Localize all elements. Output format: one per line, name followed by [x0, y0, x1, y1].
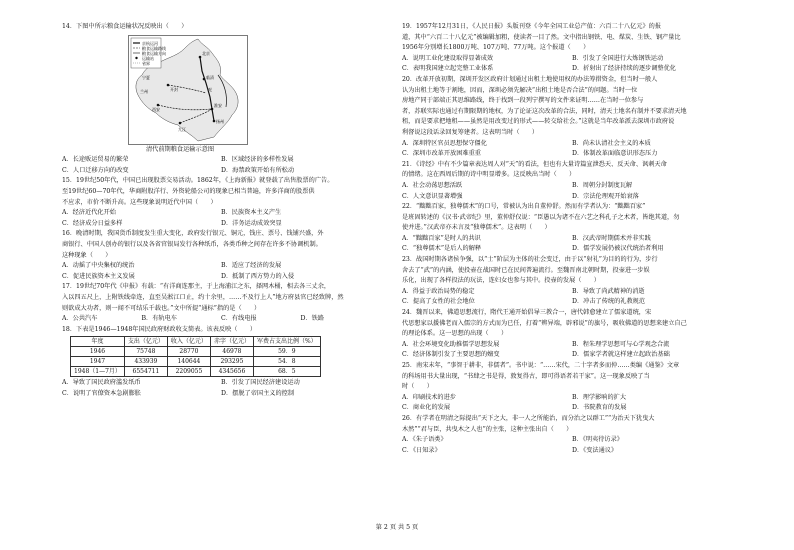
- question-25: [402, 361, 742, 414]
- option-d[interactable]: D．抵制了西方势力的入侵: [221, 272, 295, 280]
- question-stem: 道，其中“六百二十八亿元”被编辑加粗，使读者一目了然。文中指出钢铁、电、煤炭、生铁、钢产量比: [402, 33, 681, 41]
- table-cell: 4345656: [210, 367, 253, 377]
- options-row: [402, 435, 742, 446]
- option-c[interactable]: C．人口迁移方向的改变: [62, 166, 129, 174]
- question-stem: 18．下表是1946—1948年国民政府财政收支简表。该表反映（ ）: [62, 325, 257, 333]
- place-label: 扬州: [216, 118, 224, 124]
- legend-label: 粮食运输路线: [142, 45, 166, 51]
- option-d[interactable]: D．冲击了传统的礼教规范: [572, 298, 646, 306]
- map-caption: 清代前期粮食运输示意图: [146, 145, 215, 153]
- option-d[interactable]: D．摆脱了帝国主义的控制: [221, 389, 295, 397]
- table-header: 收入（亿元）: [167, 337, 210, 347]
- question-16: [62, 229, 380, 282]
- options-row: [402, 181, 742, 192]
- legend-label: 运输站: [142, 55, 154, 61]
- option-c[interactable]: C．促进民族资本主义发展: [62, 272, 135, 280]
- option-b[interactable]: B．理学影响的扩大: [572, 393, 627, 401]
- question-23: [402, 255, 742, 308]
- question-stem: 乐化，出现了各样投法的玩法，连妇女也参与其中。投壶的发展（ ）: [402, 277, 600, 285]
- options-row: [402, 340, 742, 351]
- option-a[interactable]: A．长途贩运贸易的繁荣: [62, 156, 129, 164]
- option-c[interactable]: C．经济体制引发了主要思想的嬗变: [402, 351, 500, 359]
- question-stem: 24．魏晋以来，佛道思想流行，隋代王通开始倡导三教合一，唐代韩愈建立了儒家道统，宋: [402, 309, 652, 317]
- table-cell: 140644: [167, 357, 210, 367]
- option-a[interactable]: A．印刷技术的进步: [402, 393, 456, 401]
- option-d[interactable]: D．《变法通议》: [572, 446, 618, 454]
- options-row: [62, 166, 380, 177]
- table-cell: 68．5: [253, 367, 320, 377]
- table-cell: 1948（1—7月）: [71, 367, 125, 377]
- page-footer: 第 2 页 共 5 页: [375, 524, 419, 531]
- place-label: 临清: [206, 74, 214, 80]
- question-stem: 至19世纪60—70年代，华商附股洋行、外资轮船公司的现象已相当普遍，许多洋商的股票供: [62, 187, 315, 195]
- question-stem: 19．1957年12月31日，《人民日报》头版刊登《今年全国工业总产值：六百二十八亿元》的报: [402, 23, 662, 30]
- question-14: [62, 22, 380, 176]
- option-d[interactable]: D．宗法伦理观开始衰落: [572, 192, 639, 200]
- option-b[interactable]: B．汉武帝时期儒术并非实践: [572, 234, 651, 242]
- table-cell: 6554711: [124, 367, 167, 377]
- place-label: 淮安: [214, 102, 222, 108]
- option-c[interactable]: C．《日知录》: [402, 446, 441, 454]
- option-b[interactable]: B．程朱理学思想可与心学观念合流: [572, 340, 670, 348]
- option-d[interactable]: D．儒学发展仍被汉代统治者利用: [572, 245, 664, 253]
- options-row: [402, 54, 742, 65]
- question-stem: 26．有学者在明清之际提出“天下之大，非一人之所能治，而分治之以群工”“为治天下犹曳大: [402, 414, 655, 422]
- question-24: [402, 308, 742, 361]
- table-cell: 59．9: [253, 347, 320, 357]
- table-header: 赤字（亿元）: [210, 337, 253, 347]
- question-stem: 的理论体系。这一思想的出现（ ）: [402, 330, 508, 338]
- question-stem: 则欲成大功者，则一闻不可结乐千载也。”文中所提“通标”指的是（ ）: [62, 304, 261, 312]
- question-stem: 木然”“君与臣，共曳木之人也”的主张，这种主张出自（ ）: [402, 425, 573, 433]
- question-stem: 的情绪。这在西周后期的诗中明显增多。这反映出当时（ ）: [402, 171, 576, 179]
- question-stem: 这种现象（ ）: [62, 251, 112, 259]
- place-label: 开封: [170, 86, 178, 92]
- options-row: [402, 350, 742, 361]
- option-b[interactable]: B．引发了全国进行大炼钢铁运动: [572, 54, 664, 62]
- question-stem: 的科场用书大量出现，“书肆之书是得，敦复得古，即可得语者若干家”。这一现象反映了当: [402, 372, 650, 380]
- question-26: [402, 414, 742, 456]
- options-row: [62, 272, 380, 283]
- option-c[interactable]: C．深圳市改革开放困难重重: [402, 150, 481, 158]
- grain-transport-map: [128, 35, 248, 145]
- options-row: [402, 192, 742, 203]
- question-stem: 23．战国时期各诸侯争强，以“士”阶层为主体的社会变迁，由于以“射礼”为目的的行为，步行: [402, 256, 658, 264]
- question-stem: 15．19世纪50年代，中国已出现股票交易活动。1862年，《上海新报》就登载了出售股票的广告。: [62, 177, 334, 185]
- options-row: [402, 297, 742, 308]
- options-row: [62, 389, 380, 400]
- place-label: 西安: [152, 106, 160, 112]
- question-stem: 1956年分别增长1800万吨、107万吨、77万吨。这个报道（ ）: [402, 44, 590, 52]
- question-stem: 17．19世纪70年代《申报》有载：“有洋商连那主，于上海浦江之东，择网木桶，相去各三丈余，: [62, 283, 331, 291]
- question-stem: 22．“黜黜百家，独尊儒术”的口号，常被认为出自董仲舒。然而有学者认为：“黜黜百家”: [402, 203, 646, 211]
- option-d[interactable]: D．海禁政策开始有所松动: [221, 166, 295, 174]
- option-a[interactable]: A．经济近代化开始: [62, 209, 116, 217]
- option-a[interactable]: A．说明工业化建设取得显著成效: [402, 54, 494, 62]
- option-d[interactable]: D．书院教育的发展: [572, 404, 627, 412]
- options-row: [402, 287, 742, 298]
- options-row: [402, 64, 742, 75]
- option-b[interactable]: B．周朝分封制度瓦解: [572, 181, 633, 189]
- option-c[interactable]: C．商业化的发展: [402, 404, 451, 412]
- option-d[interactable]: D．儒家学者就这样建立起政治基础: [572, 351, 670, 359]
- question-22: [402, 202, 742, 255]
- question-20: [402, 75, 742, 160]
- legend-label: 省界: [142, 60, 150, 66]
- option-c[interactable]: C．人文意识显著增强: [402, 192, 463, 200]
- option-b[interactable]: B．有轨电车: [141, 315, 177, 323]
- map-figure: [128, 35, 248, 145]
- option-a[interactable]: A．《朱子语类》: [402, 436, 447, 444]
- options-row: [62, 378, 380, 389]
- question-stem: 利督说这段话录回复筹建者。这表明当时（ ）: [402, 128, 539, 136]
- options-row: [62, 219, 380, 230]
- option-c[interactable]: C．经济成分日益多样: [62, 219, 123, 227]
- question-stem: 房地产同于部端正其思维路线，终于找到一段列宁撰写的文件来证明……在当时一位参与: [402, 97, 644, 105]
- question-stem: 入以四五尺上，上附铁线牵连，直至吴淞江口止，约十余里，……不及行上人”地方府县官已经致牌，然: [62, 293, 344, 301]
- option-a[interactable]: A．动摇了中央集权的统治: [62, 262, 135, 270]
- option-a[interactable]: A．“黜黜百家”是时人的共识: [402, 234, 481, 242]
- question-stem: 不应求，市价不断升高。这些现象说明近代中国（ ）: [62, 198, 217, 206]
- option-b[interactable]: B．适应了经济的发展: [221, 262, 282, 270]
- option-c[interactable]: C．有线电报: [221, 315, 257, 323]
- question-stem: 是班固转述的《汉书·武帝纪》里，董仲舒仅说：“臣愚以为诸不在六艺之科孔子之术者，皆绝其道，勿: [402, 213, 680, 221]
- option-c[interactable]: C．说明了官僚资本急剧膨胀: [62, 389, 141, 397]
- table-header: 支出（亿元）: [124, 337, 167, 347]
- table-cell: 46978: [210, 347, 253, 357]
- options-row: [402, 244, 742, 255]
- option-b[interactable]: B．区域经济的多样性发展: [221, 156, 294, 164]
- option-c[interactable]: C．提高了女性的社会地位: [402, 298, 475, 306]
- options-row: [402, 139, 742, 150]
- table-cell: 293295: [210, 357, 253, 367]
- question-17: [62, 282, 380, 324]
- question-15: [62, 176, 380, 229]
- options-row: [402, 393, 742, 404]
- question-19: [402, 22, 742, 75]
- table-header: 年度: [71, 337, 125, 347]
- question-stem: 商银行、中国人创办的银行以及各省官银局发行各种纸币，各类币种之间存在许多不协调机制。: [62, 240, 322, 248]
- table-cell: 433939: [124, 357, 167, 367]
- option-b[interactable]: B．尚未认清社会主义的本质: [572, 139, 651, 147]
- option-a[interactable]: A．社会动荡思想活跃: [402, 181, 463, 189]
- place-label: 九江: [178, 126, 186, 132]
- left-column: [62, 22, 380, 399]
- question-stem: 14．下图中所示粮食运输状况反映出（ ）: [62, 23, 188, 30]
- option-b[interactable]: B．引发了国民经济建设运动: [221, 379, 300, 387]
- options-row: [402, 446, 742, 457]
- question-21: [402, 160, 742, 202]
- table-cell: 54．8: [253, 357, 320, 367]
- option-c[interactable]: C．表明我国建立起完整工业体系: [402, 65, 494, 73]
- question-stem: 25．南宋末年，“事智于耕非，非儒者”。书中说：“……宋代，二十字者多而仲……类编《通鉴》文章: [402, 362, 680, 369]
- table-row: [71, 357, 321, 367]
- table-cell: 2209055: [167, 367, 210, 377]
- options-row: [62, 261, 380, 272]
- options-row: [62, 208, 380, 219]
- question-stem: 代思想家以援佛老而入儒宗的方式而为已任，打着“辨异端，辟邪说”的旗号，吸收佛道的思想来建立自己: [402, 319, 687, 327]
- place-label: 兰州: [140, 88, 148, 94]
- table-row: [71, 367, 321, 377]
- table-cell: 1947: [71, 357, 125, 367]
- option-d[interactable]: D．折射出了经济持续的逐步调整优化: [572, 65, 676, 73]
- place-label: 北京: [202, 50, 210, 56]
- option-c[interactable]: C．“独尊儒术”是后人的解释: [402, 245, 482, 253]
- table-header-row: [71, 337, 321, 347]
- option-a[interactable]: A．深圳特区官员思想保守僵化: [402, 139, 487, 147]
- table-cell: 28770: [167, 347, 210, 357]
- question-stem: 租，而是要求把地租——虽然是用改变过的形式——转交给社会。”这就是当年改革派去深圳市政府说: [402, 118, 675, 126]
- option-d[interactable]: D．体制改革面临意识形态压力: [572, 150, 658, 158]
- option-a[interactable]: A．导致了国民政府滥发纸币: [62, 379, 141, 387]
- question-18: [62, 325, 380, 400]
- question-stem: 舍去了“武”的内涵，使投壶在战国时已在民间普遍流行。至魏晋南北朝时期，投壶进一步娱: [402, 266, 650, 274]
- question-stem: 使并进。”汉武帝亦未言及“独尊儒术”。这表明（ ）: [402, 224, 551, 232]
- option-d[interactable]: D．铁路: [300, 315, 325, 323]
- table-cell: 1946: [71, 347, 125, 357]
- options-row: [62, 314, 380, 325]
- question-stem: 认为出租土地等于割地，因而，深圳必须先解决“出租土地是否合法”的问题。当时一位: [402, 86, 638, 94]
- table-header: 军费占支出比例（%）: [253, 337, 320, 347]
- question-stem: 20．改革开放初期，深圳开发区政府计划通过出租土地使用权的办法筹措资金，但当时一般人: [402, 75, 658, 83]
- right-column: [402, 22, 742, 456]
- question-stem: 时（ ）: [402, 383, 433, 391]
- options-row: [402, 149, 742, 160]
- question-stem: 16．晚清时期，我国货币制度发生重大变化，政府发行银元、铜元，钱庄、票号、钱铺兴盛，外: [62, 230, 324, 238]
- place-label: 兖: [208, 86, 212, 92]
- legend-label: 粮食运输方向: [142, 50, 166, 56]
- options-row: [402, 403, 742, 414]
- question-stem: 者，苏联实际也通过有期限期的地权，为了论证这次改革的合法，同时，清天土地名有制并不要求清天地: [402, 107, 687, 115]
- place-label: 宁夏: [142, 74, 150, 80]
- option-b[interactable]: B．导致了尚武精神的消逝: [572, 287, 645, 295]
- finance-table: [70, 336, 321, 377]
- question-stem: 21．《诗经》中有不少篇章表达周人对“天”的看法，但也有大量诗篇宣泄恐天、反天命、讽刺天命: [402, 160, 667, 168]
- options-row: [62, 155, 380, 166]
- option-a[interactable]: A．得益于政治局势的稳定: [402, 287, 475, 295]
- legend-label: 京杭运河: [142, 40, 158, 46]
- option-b[interactable]: B．民族资本主义产生: [221, 209, 282, 217]
- option-a[interactable]: A．公共汽车: [62, 315, 98, 323]
- option-b[interactable]: B．《明夷待访录》: [572, 436, 623, 444]
- table-row: [71, 347, 321, 357]
- options-row: [402, 234, 742, 245]
- table-cell: 75748: [124, 347, 167, 357]
- option-d[interactable]: D．洋务运动成效突显: [221, 219, 282, 227]
- option-a[interactable]: A．社会环境变化助推儒学思想发展: [402, 340, 500, 348]
